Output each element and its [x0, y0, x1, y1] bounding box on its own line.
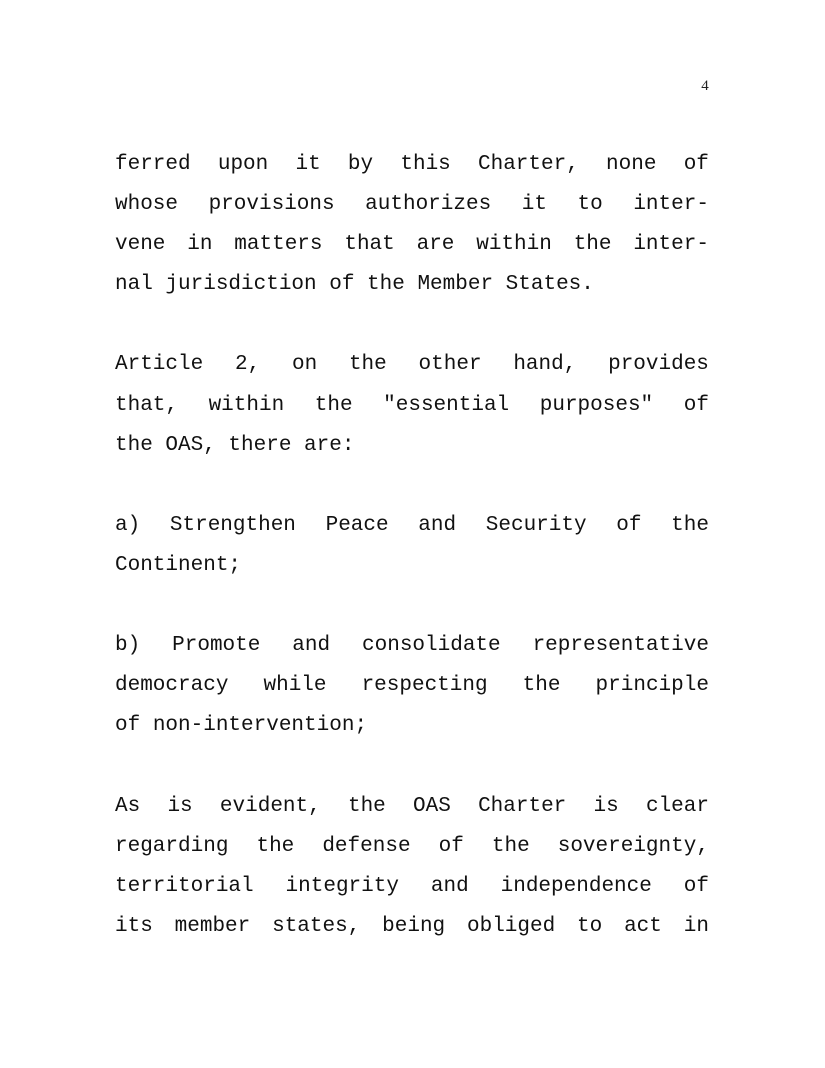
word: provisions [208, 193, 335, 217]
word: ferred [115, 153, 191, 176]
word: inter- [633, 193, 709, 217]
word: sovereignty, [557, 834, 709, 858]
word: inter- [633, 233, 709, 257]
word: its [115, 914, 153, 938]
word: principle [595, 674, 709, 698]
word: of [616, 513, 642, 537]
text-line [115, 867, 709, 907]
word: of [683, 874, 709, 898]
word: upon [217, 153, 269, 176]
word: consolidate [362, 634, 501, 658]
word: on [291, 353, 318, 377]
word: Promote [172, 634, 261, 658]
word: integrity [285, 874, 399, 898]
text-line [115, 426, 709, 466]
word: there [228, 433, 292, 457]
word: OAS [413, 794, 451, 818]
word: OAS, [165, 433, 216, 457]
paragraph-gap [115, 586, 709, 626]
word: to [577, 914, 603, 938]
paragraph-gap [115, 305, 709, 345]
word: jurisdiction [165, 273, 317, 297]
text-line [115, 265, 709, 305]
word: of [438, 834, 464, 858]
word: of [683, 393, 709, 417]
word: the [367, 273, 405, 297]
word: being [382, 914, 446, 938]
text-line [115, 706, 709, 746]
paragraph [115, 145, 709, 305]
word: of [115, 714, 141, 738]
text-line [115, 345, 709, 385]
text-line [115, 827, 709, 867]
word: of [683, 153, 709, 176]
text-line [115, 185, 709, 225]
word: territorial [115, 874, 254, 898]
word: Continent; [115, 553, 242, 577]
word: independence [500, 874, 652, 898]
word: member [174, 914, 251, 938]
paragraph-gap [115, 466, 709, 506]
word: while [263, 674, 327, 698]
word: none [606, 153, 657, 176]
word: the [671, 513, 709, 537]
text-line [115, 225, 709, 265]
word: provides [608, 353, 709, 377]
word: to [577, 193, 603, 217]
word: and [430, 874, 469, 898]
word: in [683, 914, 709, 938]
word: and [292, 634, 331, 658]
word: a) [115, 513, 141, 537]
word: the [522, 674, 561, 698]
word: in [187, 233, 213, 257]
word: Peace [325, 513, 389, 537]
word: whose [115, 193, 179, 217]
word: the [491, 834, 530, 858]
word: Strengthen [169, 513, 296, 537]
paragraph-gap [115, 746, 709, 786]
text-line [115, 907, 709, 947]
paragraph [115, 626, 709, 746]
word: purposes" [539, 393, 654, 417]
word: are: [304, 433, 355, 457]
word: nal [115, 273, 153, 297]
word: vene [115, 233, 166, 257]
word: and [418, 513, 457, 537]
word: Article [115, 353, 204, 377]
word: are [416, 233, 455, 257]
paragraph [115, 787, 709, 947]
word: the [573, 233, 612, 257]
text-line [115, 787, 709, 827]
word: the [347, 794, 386, 818]
word: Member [417, 273, 494, 297]
word: 2, [234, 353, 261, 377]
word: the [348, 353, 387, 377]
word: it [295, 153, 321, 176]
word: clear [645, 794, 709, 818]
word: "essential [383, 393, 510, 417]
word: evident, [219, 794, 321, 818]
text-line [115, 626, 709, 666]
word: regarding [115, 834, 229, 858]
word: Security [485, 513, 587, 537]
word: representative [532, 634, 709, 658]
word: hand, [513, 353, 577, 377]
word: respecting [361, 674, 488, 698]
word: As [115, 794, 141, 818]
text-line [115, 666, 709, 706]
word: other [418, 353, 482, 377]
word: is [593, 794, 619, 818]
word: within [476, 233, 552, 257]
paragraph [115, 345, 709, 465]
word: the [115, 433, 153, 457]
word: this [400, 153, 451, 176]
word: is [167, 794, 193, 818]
word: the [256, 834, 295, 858]
word: of [329, 273, 355, 297]
word: b) [115, 634, 141, 658]
word: matters [234, 233, 323, 257]
word: it [521, 193, 547, 217]
word: democracy [115, 674, 229, 698]
word: obliged [466, 914, 556, 938]
text-line [115, 386, 709, 426]
text-line [115, 506, 709, 546]
text-line [115, 546, 709, 586]
word: defense [322, 834, 411, 858]
word: authorizes [365, 193, 492, 217]
word: by [347, 153, 374, 176]
word: states, [272, 914, 361, 938]
word: Charter [478, 794, 567, 818]
word: that [344, 233, 395, 257]
page-number: 4 [701, 78, 709, 94]
word: the [314, 393, 353, 417]
word: act [624, 914, 662, 938]
word: non-intervention; [152, 714, 368, 738]
word: that, [115, 393, 179, 417]
text-line [115, 145, 709, 185]
document-body [115, 145, 709, 947]
word: within [208, 393, 285, 417]
word: States. [505, 273, 594, 297]
paragraph [115, 506, 709, 586]
word: Charter, [478, 153, 579, 176]
